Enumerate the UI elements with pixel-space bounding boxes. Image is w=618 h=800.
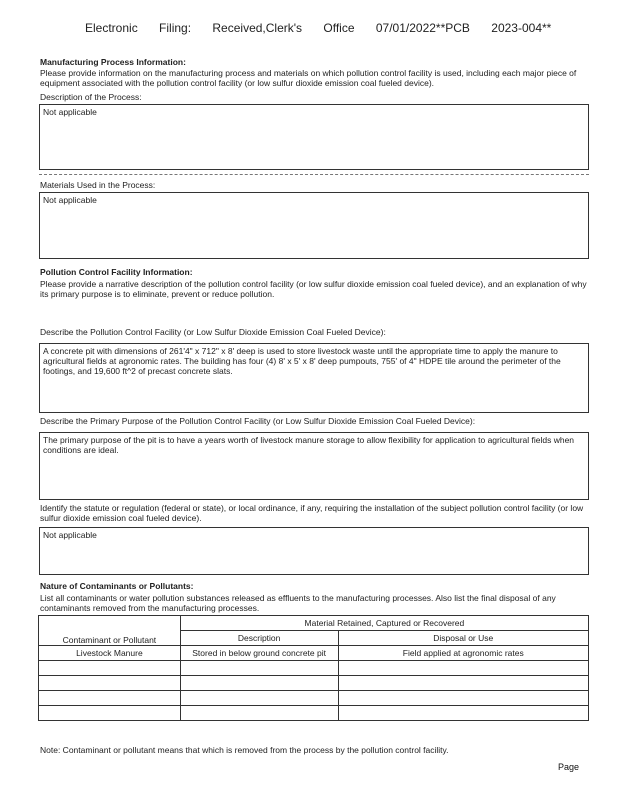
describe-facility-label: Describe the Pollution Control Facility (or Low Sulfur Dioxide Emission Coal Fueled Device):	[40, 327, 386, 337]
cell-contaminant[interactable]	[39, 706, 181, 721]
primary-purpose-field[interactable]	[39, 432, 589, 500]
filing-date: 07/01/2022**PCB	[375, 21, 470, 35]
table-row	[39, 691, 589, 706]
manufacturing-instructions: Please provide information on the manufacturing process and materials on which pollution control facility is used, including each major piece of equipment associated with the pollution control facility (or low sulfur dioxide emission coal fueled device).	[40, 68, 577, 88]
cell-contaminant[interactable]	[39, 661, 181, 676]
table-row	[39, 706, 589, 721]
col-description-header: Description	[180, 631, 338, 646]
cell-description[interactable]	[180, 706, 338, 721]
cell-description[interactable]	[180, 691, 338, 706]
describe-facility-value: A concrete pit with dimensions of 261'4" x 712" x 8' deep is used to store livestock waste until the appropriate time to apply the manure to agricultural fields at agronomic rates. The building has four (4) 8' x 5' x 8' deep pumpouts, 755' of 4" HDPE tile around the perimeter of the footings, and 19,600 ft^2 of precast concrete slats.	[43, 346, 561, 376]
col-contaminant-header: Contaminant or Pollutant	[39, 616, 181, 646]
contaminants-instructions: List all contaminants or water pollution substances released as effluents to the manufacturing processes. Also list the final disposal of any contaminants removed from the manufacturing processes.	[40, 593, 556, 613]
contaminants-heading: Nature of Contaminants or Pollutants:	[40, 581, 194, 591]
filing-label: Filing:	[159, 21, 192, 35]
statute-label: Identify the statute or regulation (federal or state), or local ordinance, if any, requiring the installation of the subject pollution control facility (or low sulfur dioxide emission coal fueled device).	[40, 503, 584, 523]
col-disposal-header: Disposal or Use	[338, 631, 589, 646]
page-label: Page	[558, 762, 580, 772]
filing-docket: 2023-004**	[491, 21, 552, 35]
materials-value: Not applicable	[43, 195, 97, 205]
contaminant-note: Note: Contaminant or pollutant means that which is removed from the process by the pollution control facility.	[40, 745, 449, 755]
cell-disposal[interactable]	[338, 706, 589, 721]
group-header: Material Retained, Captured or Recovered	[180, 616, 588, 631]
pollution-control-instructions: Please provide a narrative description of the pollution control facility (or low sulfur dioxide emission coal fueled device), and an explanation of why its primary purpose is to eliminate, prevent or reduce pollution.	[40, 279, 587, 299]
materials-field[interactable]	[39, 192, 589, 259]
statute-field[interactable]	[39, 527, 589, 575]
table-row	[39, 661, 589, 676]
primary-purpose-label: Describe the Primary Purpose of the Pollution Control Facility (or Low Sulfur Dioxide Emission Coal Fueled Device):	[40, 416, 476, 426]
primary-purpose-value: The primary purpose of the pit is to have a years worth of livestock manure storage to allow flexibility for application to agricultural fields when conditions are ideal.	[43, 435, 575, 455]
description-field[interactable]	[39, 104, 589, 170]
contaminants-table	[38, 615, 589, 721]
cell-contaminant[interactable]	[39, 676, 181, 691]
statute-value: Not applicable	[43, 530, 97, 540]
description-value: Not applicable	[43, 107, 97, 117]
cell-contaminant[interactable]: Livestock Manure	[39, 646, 181, 661]
table-row	[39, 676, 589, 691]
cell-description[interactable]: Stored in below ground concrete pit	[180, 646, 338, 661]
pollution-control-heading: Pollution Control Facility Information:	[40, 267, 193, 277]
filing-office: Office	[323, 21, 355, 35]
cell-disposal[interactable]	[338, 691, 589, 706]
materials-label: Materials Used in the Process:	[40, 180, 156, 190]
cell-description[interactable]	[180, 661, 338, 676]
filing-header	[85, 21, 569, 35]
cell-disposal[interactable]: Field applied at agronomic rates	[338, 646, 589, 661]
cell-description[interactable]	[180, 676, 338, 691]
description-label: Description of the Process:	[40, 92, 142, 102]
describe-facility-field[interactable]	[39, 343, 589, 413]
divider	[39, 174, 589, 175]
table-row	[39, 646, 589, 661]
cell-disposal[interactable]	[338, 676, 589, 691]
filing-type: Electronic	[85, 21, 138, 35]
cell-disposal[interactable]	[338, 661, 589, 676]
table-group-header-row	[39, 616, 589, 631]
cell-contaminant[interactable]	[39, 691, 181, 706]
filing-status: Received,Clerk's	[212, 21, 303, 35]
manufacturing-heading: Manufacturing Process Information:	[40, 57, 186, 67]
